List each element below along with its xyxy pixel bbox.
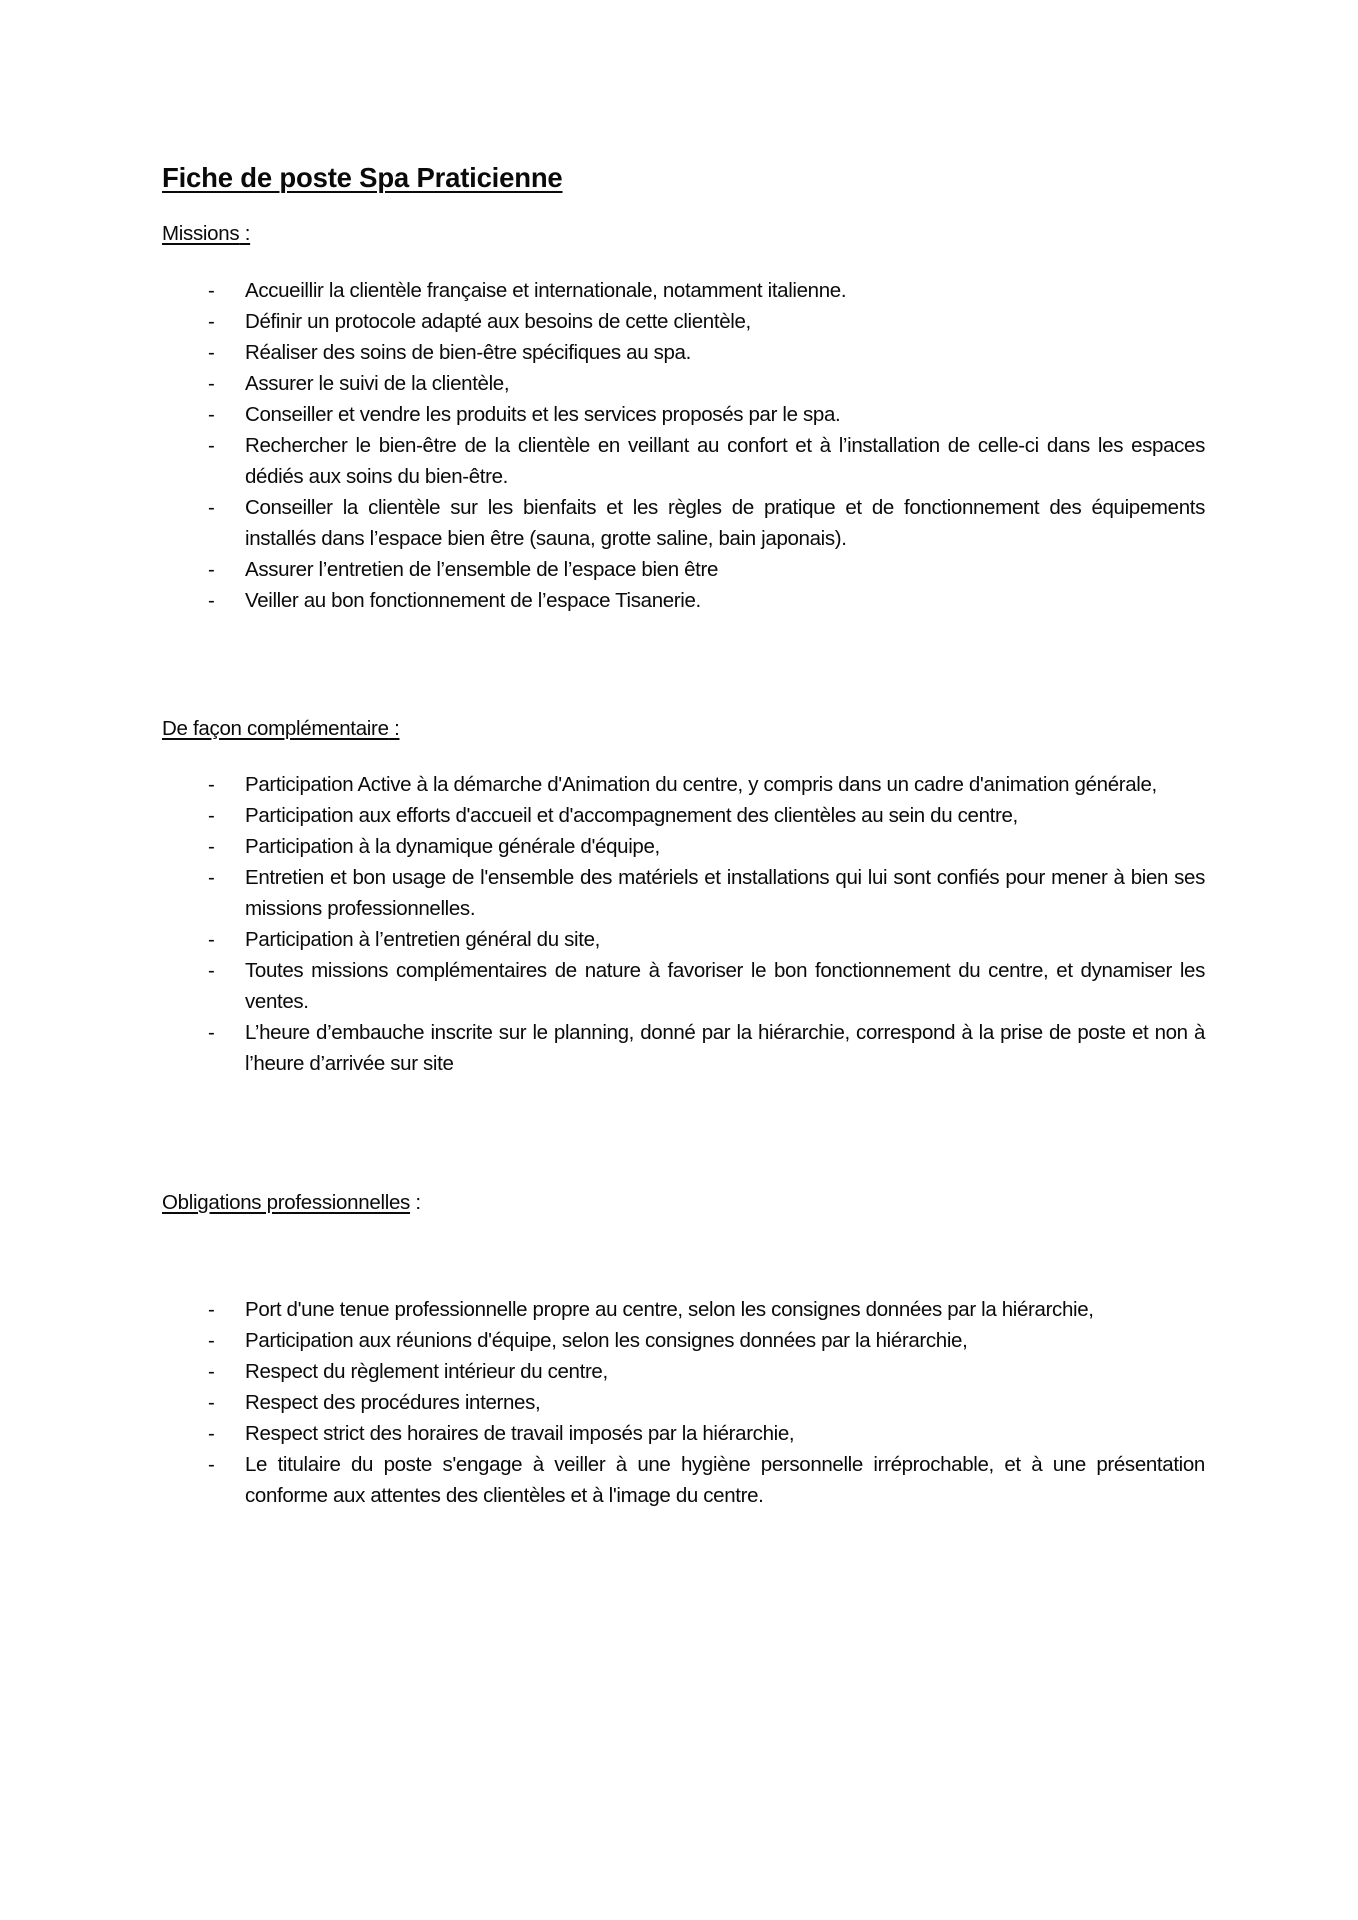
list-item-text: Participation Active à la démarche d'Animation du centre, y compris dans un cadre d'animation générale,	[245, 773, 1157, 796]
section-heading-missions	[162, 222, 250, 246]
list-item	[200, 769, 1205, 800]
list-item-text: Réaliser des soins de bien-être spécifiques au spa.	[245, 341, 691, 364]
list-item	[200, 1449, 1205, 1511]
dash-bullet-icon: -	[208, 1422, 215, 1445]
dash-bullet-icon: -	[208, 403, 215, 426]
list-item-text: Respect des procédures internes,	[245, 1391, 541, 1414]
section-heading-missions-suffix: :	[239, 222, 251, 245]
list-item-text: Entretien et bon usage de l'ensemble des matériels et installations qui lui sont confiés pour mener à bien ses missions professionnelles.	[245, 866, 1205, 920]
list-item-text: Participation aux efforts d'accueil et d'accompagnement des clientèles au sein du centre,	[245, 804, 1018, 827]
section-heading-missions-label: Missions	[162, 222, 240, 245]
list-item	[200, 831, 1205, 862]
list-item	[200, 492, 1205, 554]
list-item-text: Participation aux réunions d'équipe, selon les consignes données par la hiérarchie,	[245, 1329, 968, 1352]
list-item-text: Participation à la dynamique générale d'équipe,	[245, 835, 660, 858]
dash-bullet-icon: -	[208, 1329, 215, 1352]
section-heading-complementaire-suffix: :	[388, 717, 400, 740]
list-item	[200, 924, 1205, 955]
list-item	[200, 955, 1205, 1017]
list-item	[200, 399, 1205, 430]
list-item	[200, 554, 1205, 585]
list-item-text: Assurer le suivi de la clientèle,	[245, 372, 510, 395]
complementaire-list	[200, 769, 1205, 1079]
dash-bullet-icon: -	[208, 835, 215, 858]
list-item	[200, 275, 1205, 306]
list-item-text: Définir un protocole adapté aux besoins de cette clientèle,	[245, 310, 751, 333]
section-heading-obligations-label: Obligations professionnelles	[162, 1191, 411, 1214]
dash-bullet-icon: -	[208, 434, 215, 457]
dash-bullet-icon: -	[208, 1453, 215, 1476]
dash-bullet-icon: -	[208, 866, 215, 889]
dash-bullet-icon: -	[208, 1021, 215, 1044]
list-item	[200, 862, 1205, 924]
list-item-text: Le titulaire du poste s'engage à veiller à une hygiène personnelle irréprochable, et à une présentation conforme aux attentes des clientèles et à l'image du centre.	[245, 1453, 1205, 1507]
list-item-text: Respect du règlement intérieur du centre,	[245, 1360, 608, 1383]
list-item-text: Toutes missions complémentaires de nature à favoriser le bon fonctionnement du centre, et dynamiser les ventes.	[245, 959, 1205, 1013]
dash-bullet-icon: -	[208, 372, 215, 395]
list-item-text: Participation à l’entretien général du site,	[245, 928, 600, 951]
dash-bullet-icon: -	[208, 1298, 215, 1321]
list-item	[200, 1017, 1205, 1079]
dash-bullet-icon: -	[208, 928, 215, 951]
dash-bullet-icon: -	[208, 496, 215, 519]
missions-list	[200, 275, 1205, 616]
list-item-text: Accueillir la clientèle française et internationale, notamment italienne.	[245, 279, 847, 302]
dash-bullet-icon: -	[208, 1360, 215, 1383]
document-title: Fiche de poste Spa Praticienne	[162, 162, 563, 193]
list-item	[200, 800, 1205, 831]
section-heading-obligations	[162, 1191, 421, 1215]
dash-bullet-icon: -	[208, 310, 215, 333]
list-item	[200, 1356, 1205, 1387]
list-item	[200, 368, 1205, 399]
dash-bullet-icon: -	[208, 773, 215, 796]
list-item-text: Conseiller et vendre les produits et les services proposés par le spa.	[245, 403, 841, 426]
dash-bullet-icon: -	[208, 558, 215, 581]
list-item	[200, 1325, 1205, 1356]
list-item-text: Port d'une tenue professionnelle propre au centre, selon les consignes données par la hiérarchie,	[245, 1298, 1094, 1321]
list-item	[200, 306, 1205, 337]
obligations-list	[200, 1294, 1205, 1511]
list-item-text: L’heure d’embauche inscrite sur le planning, donné par la hiérarchie, correspond à la prise de poste et non à l’heure d’arrivée sur site	[245, 1021, 1205, 1075]
dash-bullet-icon: -	[208, 959, 215, 982]
list-item-text: Conseiller la clientèle sur les bienfaits et les règles de pratique et de fonctionnement des équipements installés dans l’espace bien être (sauna, grotte saline, bain japonais).	[245, 496, 1205, 550]
list-item-text: Assurer l’entretien de l’ensemble de l’espace bien être	[245, 558, 719, 581]
list-item	[200, 430, 1205, 492]
list-item	[200, 1418, 1205, 1449]
list-item-text: Rechercher le bien-être de la clientèle en veillant au confort et à l’installation de celle-ci dans les espaces dédiés aux soins du bien-être.	[245, 434, 1205, 488]
list-item-text: Veiller au bon fonctionnement de l’espace Tisanerie.	[245, 589, 701, 612]
section-heading-complementaire	[162, 717, 400, 741]
dash-bullet-icon: -	[208, 1391, 215, 1414]
dash-bullet-icon: -	[208, 804, 215, 827]
list-item	[200, 585, 1205, 616]
list-item	[200, 337, 1205, 368]
list-item	[200, 1387, 1205, 1418]
section-heading-obligations-suffix: :	[410, 1191, 421, 1214]
list-item	[200, 1294, 1205, 1325]
section-heading-complementaire-label: De façon complémentaire	[162, 717, 389, 740]
list-item-text: Respect strict des horaires de travail imposés par la hiérarchie,	[245, 1422, 795, 1445]
dash-bullet-icon: -	[208, 341, 215, 364]
dash-bullet-icon: -	[208, 589, 215, 612]
dash-bullet-icon: -	[208, 279, 215, 302]
